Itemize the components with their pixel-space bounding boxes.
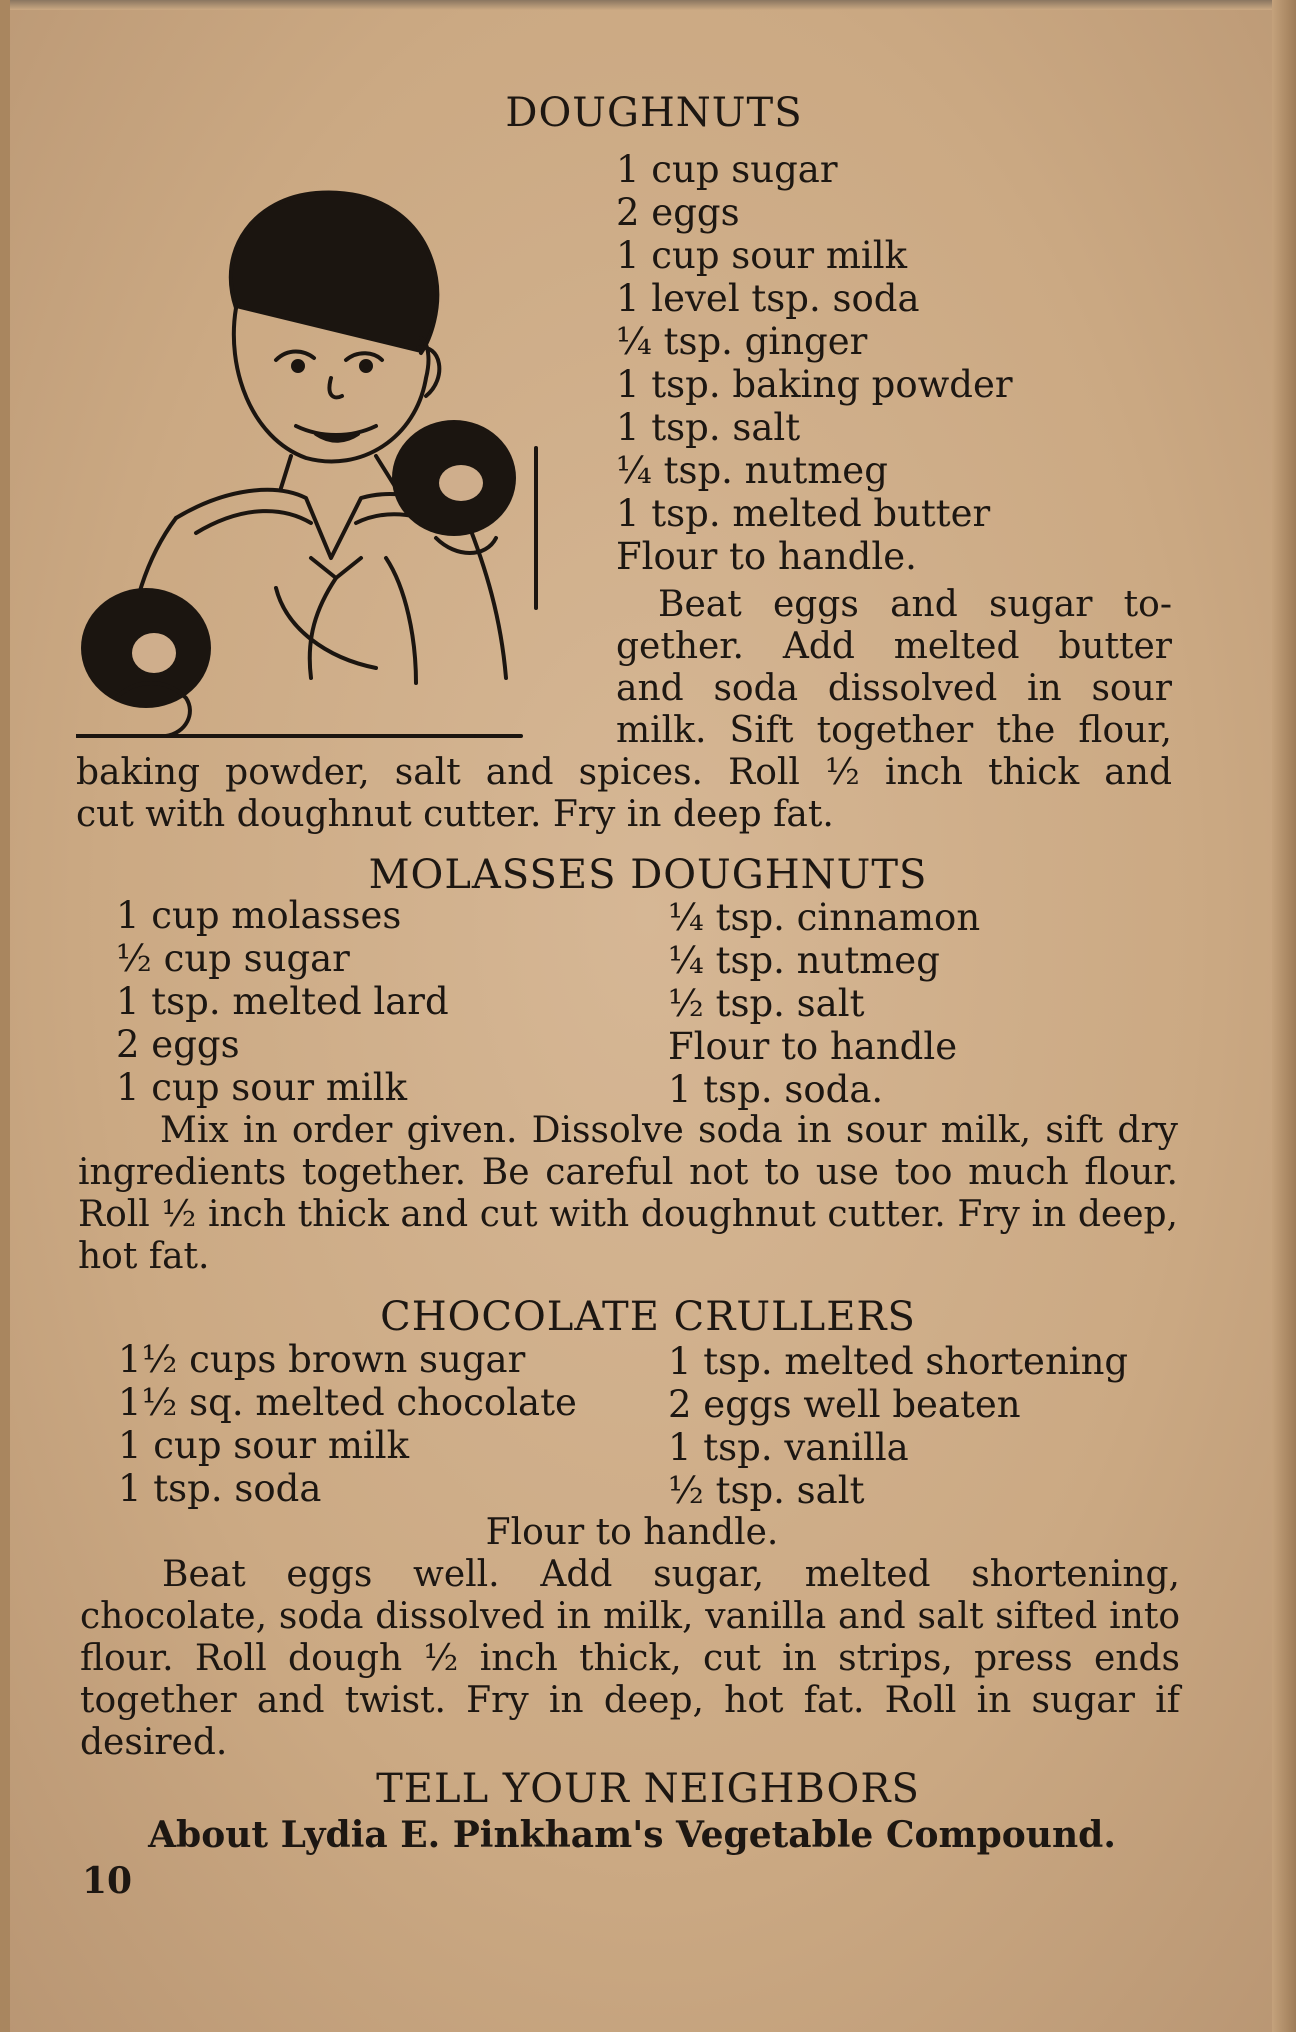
page-edge-top <box>0 0 1296 10</box>
ingredient: ½ tsp. salt <box>668 1469 865 1512</box>
page-number: 10 <box>82 1860 133 1902</box>
page-edge-right <box>1272 0 1296 2032</box>
crullers-flour-line: Flour to handle. <box>485 1512 779 1553</box>
molasses-ingredients-left <box>116 894 449 1109</box>
ingredient: 2 eggs <box>116 1023 240 1066</box>
crullers-ingredients-left <box>118 1338 577 1510</box>
ingredient: 1 cup molasses <box>116 894 402 937</box>
molasses-ingredients-right <box>668 896 980 1111</box>
ingredient: 1 cup sour milk <box>118 1424 410 1467</box>
ingredient: 1 level tsp. soda <box>616 277 920 320</box>
doughnuts-directions-line: and soda dissolved in sour <box>616 668 1172 709</box>
ingredient: 1 tsp. soda <box>118 1467 322 1510</box>
doughnuts-directions-line: Beat eggs and sugar to- <box>658 584 1172 625</box>
ingredient: Flour to handle. <box>616 535 917 578</box>
footer-text: About Lydia E. Pinkham's Vegetable Compound. <box>148 1814 1116 1856</box>
ingredient: ¼ tsp. nutmeg <box>616 449 888 492</box>
ingredient: ½ tsp. salt <box>668 982 865 1025</box>
doughnuts-directions-line: milk. Sift together the flour, <box>616 710 1172 751</box>
ingredient: Flour to handle <box>668 1025 958 1068</box>
boy-with-doughnuts-illustration <box>76 138 606 750</box>
ingredient: 1 tsp. baking powder <box>616 363 1013 406</box>
ingredient: 1 tsp. melted shortening <box>668 1340 1129 1383</box>
molasses-doughnuts-title: MOLASSES DOUGHNUTS <box>368 852 928 898</box>
doughnut-icon <box>81 588 211 708</box>
ingredient: ¼ tsp. ginger <box>616 320 868 363</box>
ingredient: 2 eggs well beaten <box>668 1383 1021 1426</box>
ingredient: 1 cup sour milk <box>116 1066 408 1109</box>
ingredient: 1 cup sugar <box>616 148 838 191</box>
ingredient: ½ cup sugar <box>116 937 350 980</box>
doughnuts-directions-line: baking powder, salt and spices. Roll ½ inch thick and <box>76 752 1172 793</box>
ingredient: 1 tsp. melted butter <box>616 492 991 535</box>
ingredient: 1 tsp. salt <box>616 406 801 449</box>
doughnuts-ingredients <box>616 148 1013 578</box>
ingredient: ¼ tsp. cinnamon <box>668 896 981 939</box>
ingredient: 2 eggs <box>616 191 740 234</box>
footer-title: TELL YOUR NEIGHBORS <box>376 1766 920 1812</box>
crullers-directions: Beat eggs well. Add sugar, melted shortening, chocolate, soda dissolved in milk, vanilla and salt sifted into flour. Roll dough ½ inch thick, cut in strips, press ends together and twist. Fry in deep, hot fat. Roll in sugar if desired. <box>80 1554 1180 1763</box>
ingredient: 1 tsp. soda. <box>668 1068 884 1111</box>
doughnuts-title: DOUGHNUTS <box>505 90 803 136</box>
molasses-directions: Mix in order given. Dissolve soda in sour milk, sift dry ingredients together. Be careful not to use too much flour. Roll ½ inch thick and cut with doughnut cutter. Fry in deep, hot fat. <box>78 1110 1178 1277</box>
page-edge-left <box>0 0 10 2032</box>
ingredient: 1 tsp. melted lard <box>116 980 449 1023</box>
doughnuts-directions-line: cut with doughnut cutter. Fry in deep fat. <box>76 794 834 835</box>
ingredient: 1 tsp. vanilla <box>668 1426 909 1469</box>
crullers-ingredients-right <box>668 1340 1128 1512</box>
ingredient: 1½ cups brown sugar <box>118 1338 526 1381</box>
chocolate-crullers-title: CHOCOLATE CRULLERS <box>380 1294 916 1340</box>
ingredient: 1½ sq. melted chocolate <box>118 1381 577 1424</box>
ingredient: ¼ tsp. nutmeg <box>668 939 940 982</box>
doughnut-icon <box>392 420 516 536</box>
ingredient: 1 cup sour milk <box>616 234 908 277</box>
doughnuts-directions-line: gether. Add melted butter <box>616 626 1172 667</box>
